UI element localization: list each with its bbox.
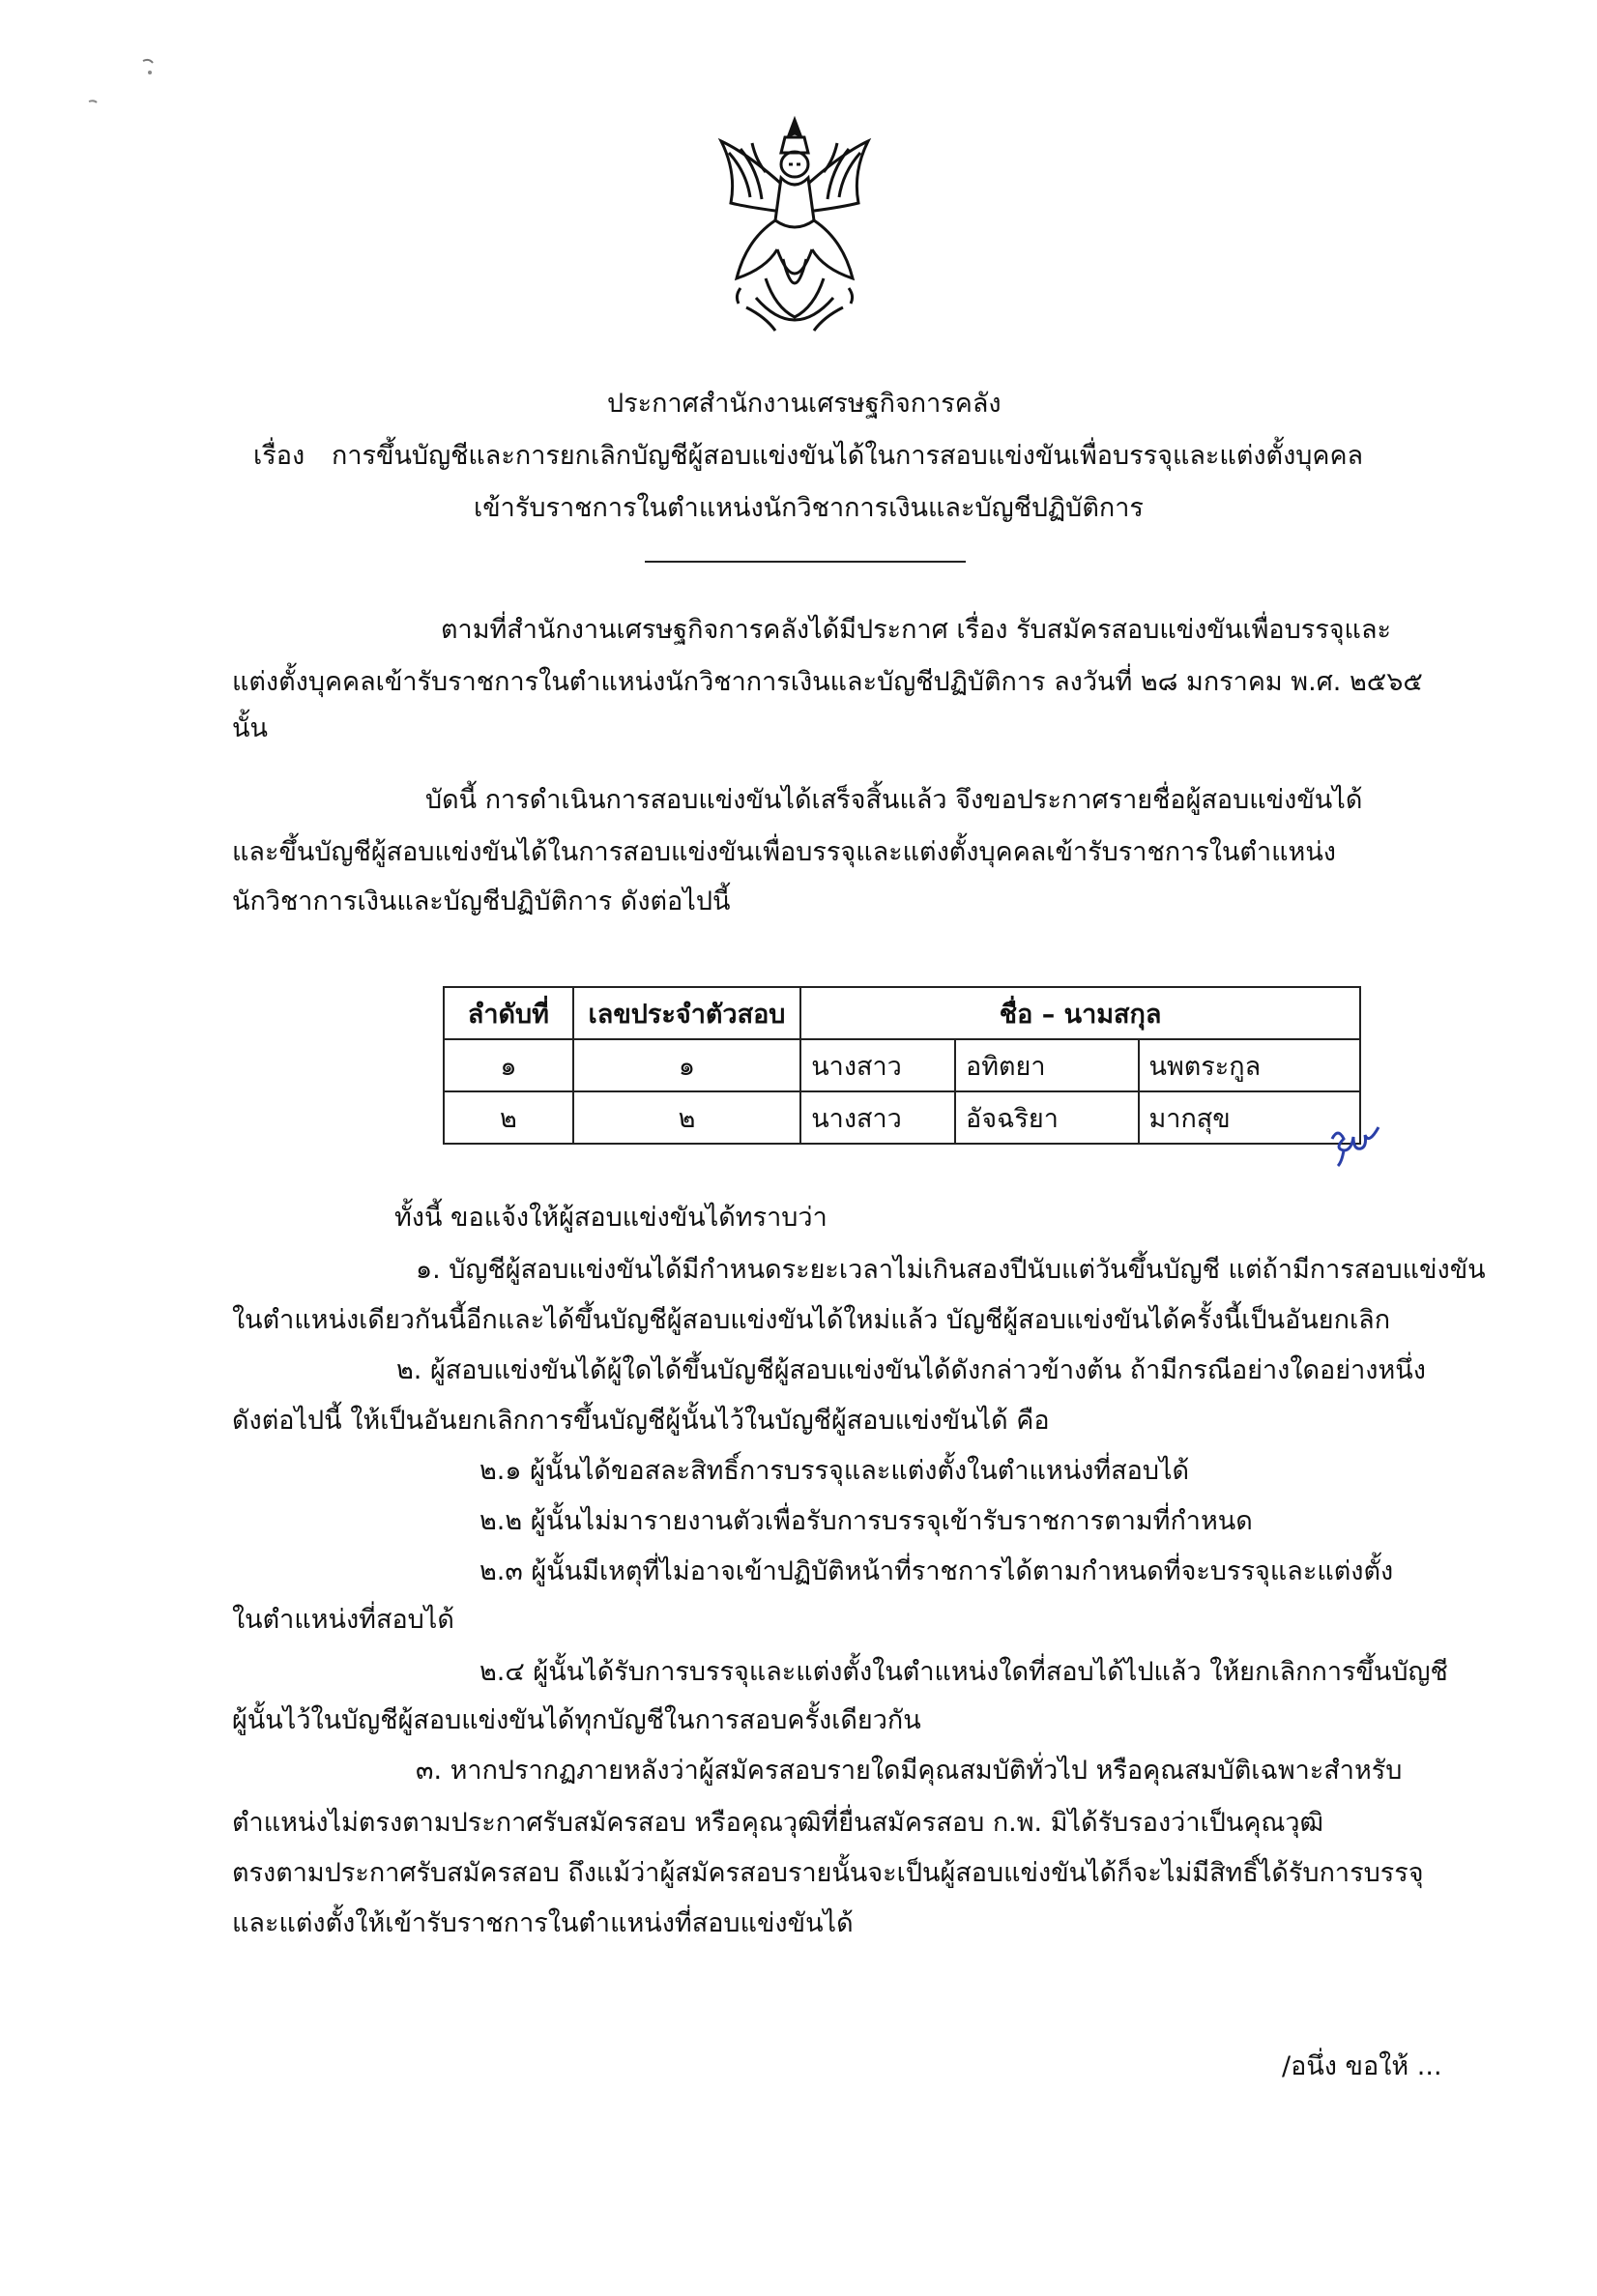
notice-intro: ทั้งนี้ ขอแจ้งให้ผู้สอบแข่งขันได้ทราบว่า [394,1203,828,1233]
header-exam-id: เลขประจำตัวสอบ [573,987,800,1039]
subject-line-2: เข้ารับราชการในตำแหน่งนักวิชาการเงินและบัญชีปฏิบัติการ [474,493,1144,523]
header-full-name: ชื่อ – นามสกุล [800,987,1360,1039]
item3-line4: และแต่งตั้งให้เข้ารับราชการในตำแหน่งที่สอบแข่งขันได้ [232,1908,854,1938]
para2-line3: นักวิชาการเงินและบัญชีปฏิบัติการ ดังต่อไปนี้ [232,886,731,916]
cell-exam-id: ๑ [573,1039,800,1091]
item2-line2: ดังต่อไปนี้ ให้เป็นอันยกเลิกการขึ้นบัญชีผู้นั้นไว้ในบัญชีผู้สอบแข่งขันได้ คือ [232,1406,1050,1436]
para1-line3: นั้น [232,713,268,743]
item2-line1: ๒. ผู้สอบแข่งขันได้ผู้ใดได้ขึ้นบัญชีผู้สอบแข่งขันได้ดังกล่าวข้างต้น ถ้ามีกรณีอย่างใดอย่างหนึ่ง [396,1355,1426,1385]
para1-line1: ตามที่สำนักงานเศรษฐกิจการคลังได้มีประกาศ เรื่อง รับสมัครสอบแข่งขันเพื่อบรรจุและ [441,615,1391,645]
table-row [444,1091,1360,1144]
garuda-emblem-icon [708,114,882,336]
subject-line-1: การขึ้นบัญชีและการยกเลิกบัญชีผู้สอบแข่งขันได้ในการสอบแข่งขันเพื่อบรรจุและแต่งตั้งบุคคล [332,441,1364,471]
item1-line1: ๑. บัญชีผู้สอบแข่งขันได้มีกำหนดระยะเวลาไม่เกินสองปีนับแต่วันขึ้นบัญชี แต่ถ้ามีการสอบแข่งขัน [416,1255,1486,1285]
cell-first-name: อัจฉริยา [955,1091,1139,1144]
item2-4-line2: ผู้นั้นไว้ในบัญชีผู้สอบแข่งขันได้ทุกบัญชีในการสอบครั้งเดียวกัน [232,1705,921,1735]
subject-label: เรื่อง [253,441,305,471]
item1-line2: ในตำแหน่งเดียวกันนี้อีกและได้ขึ้นบัญชีผู้สอบแข่งขันได้ใหม่แล้ว บัญชีผู้สอบแข่งขันได้ครั้งนี้เป็นอันยกเลิก [232,1305,1391,1335]
cell-title: นางสาว [800,1091,955,1144]
announcement-agency: ประกาศสำนักงานเศรษฐกิจการคลัง [607,389,1002,419]
header-divider [645,561,966,563]
cell-last-name: มากสุข [1139,1091,1361,1144]
cell-exam-id: ๒ [573,1091,800,1144]
cell-order: ๑ [444,1039,573,1091]
cell-last-name: นพตระกูล [1139,1039,1361,1091]
item2-3-line1: ๒.๓ ผู้นั้นมีเหตุที่ไม่อาจเข้าปฏิบัติหน้าที่ราชการได้ตามกำหนดที่จะบรรจุและแต่งตั้ง [479,1556,1394,1586]
item3-line2: ตำแหน่งไม่ตรงตามประกาศรับสมัครสอบ หรือคุณวุฒิที่ยื่นสมัครสอบ ก.พ. มิได้รับรองว่าเป็นคุณวุฒิ [232,1808,1323,1838]
item2-1: ๒.๑ ผู้นั้นได้ขอสละสิทธิ์การบรรจุและแต่งตั้งในตำแหน่งที่สอบได้ [479,1456,1190,1486]
continuation-note: /อนึ่ง ขอให้ ... [1282,2051,1442,2081]
cell-first-name: อทิตยา [955,1039,1139,1091]
para1-line2: แต่งตั้งบุคคลเข้ารับราชการในตำแหน่งนักวิชาการเงินและบัญชีปฏิบัติการ ลงวันที่ ๒๘ มกราคม พ.ศ. ๒๕๖๕ [232,667,1423,697]
para2-line1: บัดนี้ การดำเนินการสอบแข่งขันได้เสร็จสิ้นแล้ว จึงขอประกาศรายชื่อผู้สอบแข่งขันได้ [425,785,1363,815]
passed-candidates-table [443,986,1361,1145]
item2-4-line1: ๒.๔ ผู้นั้นได้รับการบรรจุและแต่งตั้งในตำแหน่งใดที่สอบได้ไปแล้ว ให้ยกเลิกการขึ้นบัญชี [479,1657,1448,1687]
handwritten-initial [1326,1119,1384,1168]
item2-2: ๒.๒ ผู้นั้นไม่มารายงานตัวเพื่อรับการบรรจุเข้ารับราชการตามที่กำหนด [479,1506,1253,1536]
item3-line1: ๓. หากปรากฏภายหลังว่าผู้สมัครสอบรายใดมีคุณสมบัติทั่วไป หรือคุณสมบัติเฉพาะสำหรับ [416,1756,1403,1786]
item3-line3: ตรงตามประกาศรับสมัครสอบ ถึงแม้ว่าผู้สมัครสอบรายนั้นจะเป็นผู้สอบแข่งขันได้ก็จะไม่มีสิทธิ์ได้รับการบรรจุ [232,1858,1424,1888]
cell-title: นางสาว [800,1039,955,1091]
header-order: ลำดับที่ [444,987,573,1039]
para2-line2: และขึ้นบัญชีผู้สอบแข่งขันได้ในการสอบแข่งขันเพื่อบรรจุและแต่งตั้งบุคคลเข้ารับราชการในตำแหน่ง [232,837,1336,867]
table-header-row [444,987,1360,1039]
scan-specks [77,53,174,111]
item2-3-line2: ในตำแหน่งที่สอบได้ [232,1605,454,1635]
cell-order: ๒ [444,1091,573,1144]
table-row [444,1039,1360,1091]
